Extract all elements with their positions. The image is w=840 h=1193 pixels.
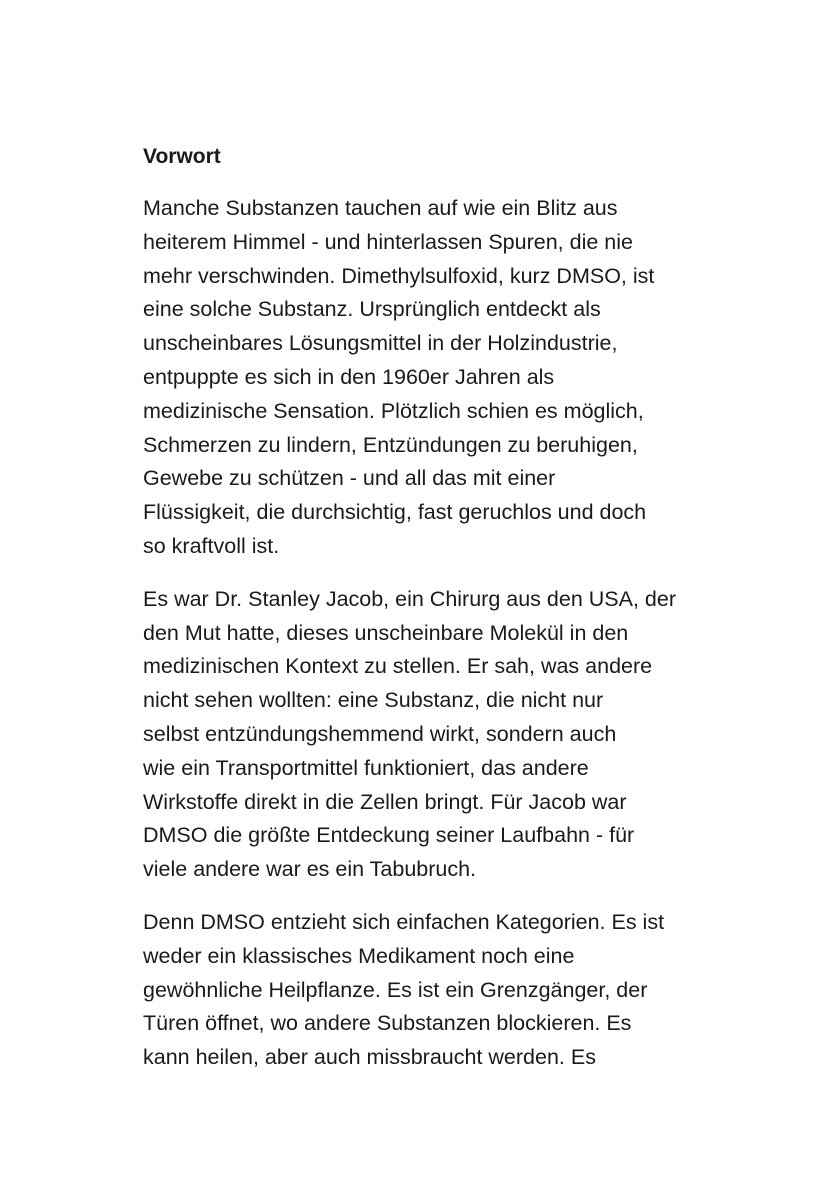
- text-line: kann heilen, aber auch missbraucht werden. Es: [143, 1045, 596, 1070]
- text-line: wie ein Transportmittel funktioniert, das andere: [143, 755, 589, 780]
- text-line: heiterem Himmel - und hinterlassen Spuren, die nie: [143, 229, 633, 254]
- text-line: medizinische Sensation. Plötzlich schien es möglich,: [143, 398, 644, 423]
- text-line: Manche Substanzen tauchen auf wie ein Blitz aus: [143, 196, 618, 220]
- text-line: Schmerzen zu lindern, Entzündungen zu beruhigen,: [143, 432, 638, 457]
- paragraph-1: [143, 192, 723, 564]
- text-line: Wirkstoffe direkt in die Zellen bringt. Für Jacob war: [143, 789, 627, 814]
- text-line: den Mut hatte, dieses unscheinbare Molekül in den: [143, 620, 629, 645]
- text-line: DMSO die größte Entdeckung seiner Laufbahn - für: [143, 823, 635, 848]
- text-line: Es war Dr. Stanley Jacob, ein Chirurg aus den USA, der: [143, 586, 676, 611]
- text-line: eine solche Substanz. Ursprünglich entdeckt als: [143, 297, 601, 322]
- text-line: Denn DMSO entzieht sich einfachen Kategorien. Es ist: [143, 909, 665, 934]
- text-line: unscheinbares Lösungsmittel in der Holzindustrie,: [143, 331, 618, 356]
- section-heading: Vorwort: [143, 145, 221, 168]
- paragraph-3: [143, 906, 723, 1075]
- text-line: selbst entzündungshemmend wirkt, sondern auch: [143, 721, 617, 746]
- text-line: so kraftvoll ist.: [143, 533, 280, 558]
- text-line: medizinischen Kontext zu stellen. Er sah, was andere: [143, 654, 653, 679]
- text-line: weder ein klassisches Medikament noch eine: [143, 943, 575, 968]
- text-line: viele andere war es ein Tabubruch.: [143, 857, 477, 882]
- paragraph-2: [143, 583, 723, 887]
- text-line: Türen öffnet, wo andere Substanzen blockieren. Es: [143, 1011, 632, 1036]
- text-line: Flüssigkeit, die durchsichtig, fast geruchlos und doch: [143, 500, 647, 525]
- text-line: gewöhnliche Heilpflanze. Es ist ein Grenzgänger, der: [143, 977, 648, 1002]
- text-line: nicht sehen wollten: eine Substanz, die nicht nur: [143, 688, 604, 713]
- text-line: entpuppte es sich in den 1960er Jahren als: [143, 364, 555, 389]
- text-line: Gewebe zu schützen - und all das mit einer: [143, 466, 556, 491]
- document-page: [143, 140, 723, 1094]
- text-line: mehr verschwinden. Dimethylsulfoxid, kurz DMSO, ist: [143, 263, 655, 288]
